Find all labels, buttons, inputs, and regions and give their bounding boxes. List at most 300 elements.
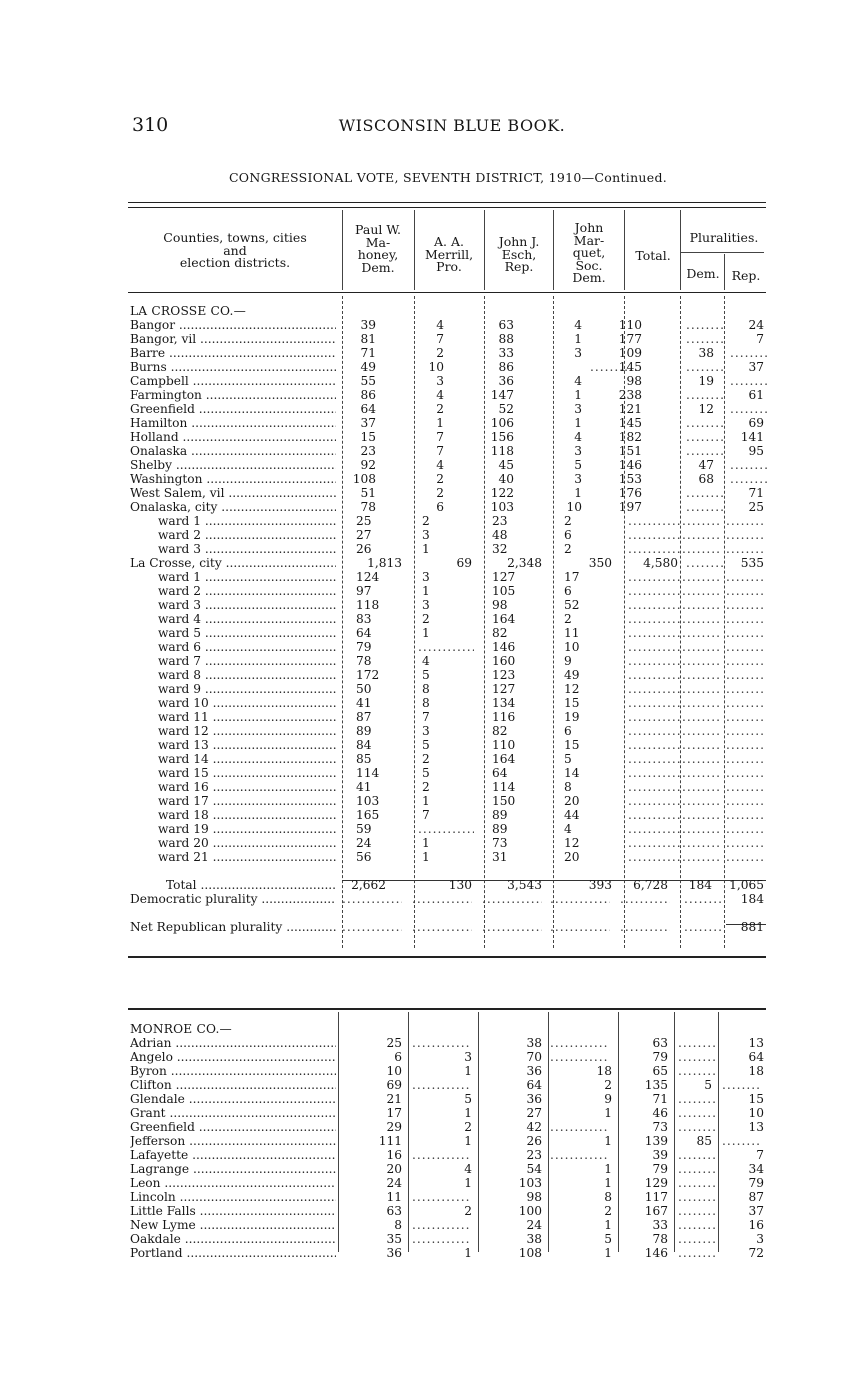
header-bottom-rule <box>128 292 766 293</box>
vote-cell: 70 <box>526 1050 542 1064</box>
row-label: Byron ..... <box>130 1064 336 1078</box>
row-label: Little Falls ..... <box>130 1204 336 1218</box>
row-label: Angelo ..... <box>130 1050 336 1064</box>
dot-leader <box>482 920 542 934</box>
ward-vote-cell: 98 <box>492 598 508 612</box>
dot-leader <box>678 1064 716 1078</box>
ward-row <box>130 542 770 556</box>
vote-cell: 64 <box>360 402 376 416</box>
ward-vote-cell: 49 <box>564 668 580 682</box>
vote-cell: 151 <box>618 444 642 458</box>
vote-cell: 1 <box>574 388 582 402</box>
header-esch <box>486 236 552 274</box>
ward-row <box>130 766 770 780</box>
vote-cell: 10 <box>428 360 444 374</box>
ward-label: ward 3 ..... <box>130 542 336 556</box>
ward-vote-cell: 3 <box>422 724 430 738</box>
dot-leader <box>550 1050 608 1064</box>
dot-leader <box>684 920 724 934</box>
vote-cell: 2 <box>436 402 444 416</box>
dot-leader <box>726 612 766 626</box>
dot-leader <box>550 1120 608 1134</box>
ward-vote-cell: 5 <box>422 766 430 780</box>
ward-vote-cell: 103 <box>356 794 380 808</box>
vote-cell: 147 <box>490 388 514 402</box>
vote-cell: 25 <box>386 1036 402 1050</box>
vote-cell: 103 <box>518 1176 542 1190</box>
ward-vote-cell: 5 <box>564 752 572 766</box>
header-line: Pro. <box>436 259 462 274</box>
ward-row <box>130 822 770 836</box>
dot-leader <box>726 808 766 822</box>
row-label: Barre ..... <box>130 346 336 360</box>
dot-leader <box>418 640 474 654</box>
row-label: Adrian ..... <box>130 1036 336 1050</box>
ward-label: ward 20 ..... <box>130 836 336 850</box>
page-number: 310 <box>132 114 169 136</box>
dot-leader <box>686 444 724 458</box>
vote-cell: 13 <box>748 1036 764 1050</box>
dot-leader <box>682 724 722 738</box>
ward-vote-cell: 7 <box>422 808 430 822</box>
vote-cell: 17 <box>386 1106 402 1120</box>
ward-vote-cell: 8 <box>564 780 572 794</box>
vote-cell: 18 <box>596 1064 612 1078</box>
ward-label: ward 10 ..... <box>130 696 336 710</box>
vote-cell: 135 <box>644 1078 668 1092</box>
ward-label: ward 16 ..... <box>130 780 336 794</box>
vote-cell: 92 <box>360 458 376 472</box>
header-pluralities <box>682 232 766 245</box>
vote-cell: 7 <box>436 430 444 444</box>
total-cell: 6,728 <box>633 878 668 892</box>
ward-vote-cell: 24 <box>356 836 372 850</box>
dot-leader <box>628 724 680 738</box>
hdr-sep <box>624 210 625 290</box>
ward-vote-cell: 2 <box>564 514 572 528</box>
hdr-sep <box>342 210 343 290</box>
dot-leader <box>682 794 722 808</box>
dot-leader <box>682 836 722 850</box>
dot-leader <box>726 780 766 794</box>
ward-label: ward 1 ..... <box>130 514 336 528</box>
dot-leader <box>342 892 402 906</box>
ward-vote-cell: 2 <box>564 542 572 556</box>
ward-vote-cell: 89 <box>492 822 508 836</box>
vote-cell: 68 <box>698 472 714 486</box>
row-label: Burns ..... <box>130 360 336 374</box>
dot-leader <box>682 696 722 710</box>
vote-cell: 5 <box>604 1232 612 1246</box>
total-cell: 3,543 <box>507 878 542 892</box>
table-row <box>130 318 770 332</box>
header-line: Rep. <box>504 259 534 274</box>
dot-leader <box>722 1134 760 1148</box>
ward-vote-cell: 146 <box>492 640 516 654</box>
vote-cell: 86 <box>360 388 376 402</box>
ward-label: ward 13 ..... <box>130 738 336 752</box>
ward-vote-cell: 1 <box>422 836 430 850</box>
row-label: Greenfield ..... <box>130 1120 336 1134</box>
vote-cell: 121 <box>618 402 642 416</box>
ward-vote-cell: 172 <box>356 668 380 682</box>
ward-vote-cell: 2 <box>422 752 430 766</box>
dot-leader <box>726 696 766 710</box>
ward-vote-cell: 48 <box>492 528 508 542</box>
vote-cell: 25 <box>748 500 764 514</box>
vote-cell: 20 <box>386 1162 402 1176</box>
ward-vote-cell: 6 <box>564 584 572 598</box>
vote-cell: 69 <box>748 416 764 430</box>
header-line: Ma- <box>365 234 391 250</box>
ward-vote-cell: 160 <box>492 654 516 668</box>
table-row <box>130 430 770 444</box>
row-label: Onalaska ..... <box>130 444 336 458</box>
ward-vote-cell: 123 <box>492 668 516 682</box>
ward-label: ward 15 ..... <box>130 766 336 780</box>
ward-vote-cell: 26 <box>356 542 372 556</box>
ward-label: ward 4 ..... <box>130 612 336 626</box>
vote-cell: 110 <box>618 318 642 332</box>
row-label: Bangor ..... <box>130 318 336 332</box>
total-cell: 184 <box>688 878 712 892</box>
ward-row <box>130 514 770 528</box>
vote-cell: 54 <box>526 1162 542 1176</box>
dot-leader <box>726 794 766 808</box>
table-row <box>130 402 770 416</box>
header-line: Esch, <box>501 246 537 262</box>
dot-leader <box>628 836 680 850</box>
row-label: Leon ..... <box>130 1176 336 1190</box>
dot-leader <box>620 892 670 906</box>
vote-cell: 1 <box>604 1176 612 1190</box>
vote-cell: 16 <box>748 1218 764 1232</box>
vote-cell: 2,348 <box>507 556 542 570</box>
dot-leader <box>726 570 766 584</box>
dot-leader <box>682 584 722 598</box>
vote-cell: 15 <box>748 1092 764 1106</box>
table-row <box>130 360 770 374</box>
ward-label: ward 14 ..... <box>130 752 336 766</box>
ward-vote-cell: 4 <box>564 822 572 836</box>
row-label: Campbell ..... <box>130 374 336 388</box>
table-row <box>130 1148 770 1162</box>
dot-leader <box>628 668 680 682</box>
la-crosse-county-block <box>130 304 770 934</box>
county-heading: LA CROSSE CO.— <box>130 304 246 318</box>
top-rule-2 <box>128 207 766 208</box>
ward-label: ward 8 ..... <box>130 668 336 682</box>
ward-row <box>130 696 770 710</box>
dot-leader <box>412 1036 470 1050</box>
header-total <box>626 250 680 263</box>
dot-leader <box>682 850 722 864</box>
vote-cell: 11 <box>386 1190 402 1204</box>
dot-leader <box>678 1232 716 1246</box>
vote-cell: 5 <box>464 1092 472 1106</box>
total-cell: 393 <box>588 878 612 892</box>
monroe-county-block <box>130 1022 770 1260</box>
dot-leader <box>678 1092 716 1106</box>
dot-leader <box>412 1148 470 1162</box>
table-row <box>130 1050 770 1064</box>
ward-vote-cell: 25 <box>356 514 372 528</box>
hdr-sep <box>680 210 681 290</box>
row-label: Shelby ..... <box>130 458 336 472</box>
spacer-row <box>130 864 770 878</box>
ward-vote-cell: 8 <box>422 696 430 710</box>
dot-leader <box>686 388 724 402</box>
ward-vote-cell: 19 <box>564 710 580 724</box>
row-label: Jefferson ..... <box>130 1134 336 1148</box>
ward-label: ward 5 ..... <box>130 626 336 640</box>
dot-leader <box>628 822 680 836</box>
dot-leader <box>418 822 474 836</box>
dot-leader <box>682 822 722 836</box>
table-row <box>130 1134 770 1148</box>
dot-leader <box>628 738 680 752</box>
ward-vote-cell: 14 <box>564 766 580 780</box>
ward-vote-cell: 73 <box>492 836 508 850</box>
vote-cell: 88 <box>498 332 514 346</box>
vote-cell: 10 <box>566 500 582 514</box>
dot-leader <box>628 626 680 640</box>
vote-cell: 65 <box>652 1064 668 1078</box>
ward-vote-cell: 50 <box>356 682 372 696</box>
vote-cell: 3 <box>436 374 444 388</box>
vote-cell: 64 <box>748 1050 764 1064</box>
dot-leader <box>686 430 724 444</box>
dem-plurality-value: 184 <box>740 892 764 906</box>
vote-cell: 2 <box>464 1120 472 1134</box>
ward-vote-cell: 118 <box>356 598 380 612</box>
spacer-row <box>130 906 770 920</box>
vote-cell: 71 <box>748 486 764 500</box>
net-rep-plurality-value: 881 <box>740 920 764 934</box>
ward-vote-cell: 31 <box>492 850 508 864</box>
dot-leader <box>726 710 766 724</box>
vote-cell: 2 <box>604 1204 612 1218</box>
vote-cell: 117 <box>644 1190 668 1204</box>
ward-vote-cell: 114 <box>356 766 380 780</box>
ward-vote-cell: 64 <box>356 626 372 640</box>
vote-cell: 3 <box>464 1050 472 1064</box>
dot-leader <box>682 598 722 612</box>
vote-cell: 72 <box>748 1246 764 1260</box>
table-row <box>130 388 770 402</box>
hdr-sep <box>484 210 485 290</box>
vote-cell: 23 <box>360 444 376 458</box>
table-row <box>130 1204 770 1218</box>
ward-vote-cell: 2 <box>422 780 430 794</box>
vote-cell: 103 <box>490 500 514 514</box>
dot-leader <box>342 920 402 934</box>
ward-label: ward 9 ..... <box>130 682 336 696</box>
ward-vote-cell: 2 <box>422 612 430 626</box>
vote-cell: 1 <box>464 1064 472 1078</box>
vote-cell: 19 <box>698 374 714 388</box>
vote-cell: 4,580 <box>643 556 678 570</box>
vote-cell: 36 <box>386 1246 402 1260</box>
vote-cell: 7 <box>436 332 444 346</box>
vote-cell: 21 <box>386 1092 402 1106</box>
header-line: Dem. <box>686 266 720 281</box>
row-label: Holland ..... <box>130 430 336 444</box>
ward-vote-cell: 1 <box>422 584 430 598</box>
ward-vote-cell: 78 <box>356 654 372 668</box>
vote-cell: 36 <box>526 1092 542 1106</box>
ward-vote-cell: 6 <box>564 724 572 738</box>
row-label: La Crosse, city ..... <box>130 556 336 570</box>
table-row <box>130 374 770 388</box>
ward-label: ward 2 ..... <box>130 528 336 542</box>
ward-vote-cell: 15 <box>564 696 580 710</box>
header-line: John <box>574 220 604 235</box>
vote-cell: 38 <box>526 1036 542 1050</box>
header-marquet <box>555 222 623 285</box>
table-row <box>130 1162 770 1176</box>
dot-leader <box>678 1190 716 1204</box>
header-rep <box>726 270 766 283</box>
dot-leader <box>730 374 768 388</box>
dot-leader <box>628 752 680 766</box>
vote-cell: 177 <box>618 332 642 346</box>
ward-vote-cell: 23 <box>492 514 508 528</box>
ward-row <box>130 598 770 612</box>
dot-leader <box>678 1106 716 1120</box>
vote-cell: 1 <box>464 1246 472 1260</box>
book-title: WISCONSIN BLUE BOOK. <box>338 116 566 135</box>
vote-cell: 69 <box>456 556 472 570</box>
net-rep-plurality-label: Net Republican plurality ..... <box>130 920 336 934</box>
dot-leader <box>726 514 766 528</box>
header-line: Total. <box>635 248 671 263</box>
vote-cell: 2 <box>464 1204 472 1218</box>
table-row <box>130 486 770 500</box>
vote-cell: 39 <box>360 318 376 332</box>
header-line: Merrill, <box>424 246 474 262</box>
dot-leader <box>412 1232 470 1246</box>
row-label: Lagrange ..... <box>130 1162 336 1176</box>
ward-vote-cell: 8 <box>422 682 430 696</box>
ward-row <box>130 724 770 738</box>
vote-cell: 7 <box>436 444 444 458</box>
header-line: Soc. <box>575 257 603 273</box>
dot-leader <box>726 752 766 766</box>
dot-leader <box>628 514 680 528</box>
ward-vote-cell: 83 <box>356 612 372 626</box>
vote-cell: 42 <box>526 1120 542 1134</box>
vote-cell: 87 <box>748 1190 764 1204</box>
vote-cell: 4 <box>436 388 444 402</box>
dem-plurality-row <box>130 892 770 906</box>
county-heading-row <box>130 1022 770 1036</box>
ward-vote-cell: 5 <box>422 668 430 682</box>
row-label: New Lyme ..... <box>130 1218 336 1232</box>
header-line: quet, <box>572 245 606 260</box>
vote-cell: 3 <box>756 1232 764 1246</box>
vote-cell: 2 <box>436 472 444 486</box>
vote-cell: 3 <box>574 402 582 416</box>
top-rule <box>128 202 766 203</box>
ward-vote-cell: 4 <box>422 654 430 668</box>
dot-leader <box>726 542 766 556</box>
table-row <box>130 556 770 570</box>
ward-label: ward 12 ..... <box>130 724 336 738</box>
dot-leader <box>726 640 766 654</box>
vote-cell: 10 <box>386 1064 402 1078</box>
dot-leader <box>412 892 472 906</box>
vote-cell: 24 <box>748 318 764 332</box>
ward-vote-cell: 164 <box>492 752 516 766</box>
vote-cell: 5 <box>574 458 582 472</box>
ward-vote-cell: 84 <box>356 738 372 752</box>
ward-vote-cell: 1 <box>422 542 430 556</box>
vote-cell: 39 <box>652 1148 668 1162</box>
dot-leader <box>682 640 722 654</box>
dot-leader <box>682 570 722 584</box>
vote-cell: 100 <box>518 1204 542 1218</box>
table-row <box>130 1106 770 1120</box>
header-line: Mar- <box>573 232 605 248</box>
ward-row <box>130 640 770 654</box>
ward-vote-cell: 64 <box>492 766 508 780</box>
dot-leader <box>628 584 680 598</box>
ward-vote-cell: 105 <box>492 584 516 598</box>
vote-cell: 146 <box>644 1246 668 1260</box>
dot-leader <box>682 668 722 682</box>
table-row <box>130 416 770 430</box>
vote-cell: 1 <box>436 416 444 430</box>
ward-vote-cell: 27 <box>356 528 372 542</box>
vote-cell: 129 <box>644 1176 668 1190</box>
row-label: Clifton ..... <box>130 1078 336 1092</box>
ward-vote-cell: 87 <box>356 710 372 724</box>
net-rep-plurality-row <box>130 920 770 934</box>
dot-leader <box>726 766 766 780</box>
ward-vote-cell: 11 <box>564 626 580 640</box>
vote-cell: 1 <box>604 1218 612 1232</box>
ward-row <box>130 836 770 850</box>
row-label: Portland ..... <box>130 1246 336 1260</box>
vote-cell: 78 <box>360 500 376 514</box>
ward-vote-cell: 89 <box>492 808 508 822</box>
dot-leader <box>726 584 766 598</box>
ward-row <box>130 584 770 598</box>
table-row <box>130 1078 770 1092</box>
ward-row <box>130 570 770 584</box>
ward-vote-cell: 59 <box>356 822 372 836</box>
vote-cell: 71 <box>652 1092 668 1106</box>
dot-leader <box>726 598 766 612</box>
vote-cell: 350 <box>588 556 612 570</box>
ward-row <box>130 710 770 724</box>
ward-label: ward 18 ..... <box>130 808 336 822</box>
vote-cell: 79 <box>652 1162 668 1176</box>
vote-cell: 1 <box>604 1134 612 1148</box>
header-label <box>132 232 338 270</box>
dot-leader <box>628 696 680 710</box>
dot-leader <box>730 472 768 486</box>
header-line: Rep. <box>731 268 761 283</box>
ward-vote-cell: 164 <box>492 612 516 626</box>
ward-row <box>130 654 770 668</box>
total-cell: 130 <box>448 878 472 892</box>
ward-row <box>130 528 770 542</box>
dot-leader <box>482 892 542 906</box>
vote-cell: 6 <box>436 500 444 514</box>
vote-cell: 12 <box>698 402 714 416</box>
